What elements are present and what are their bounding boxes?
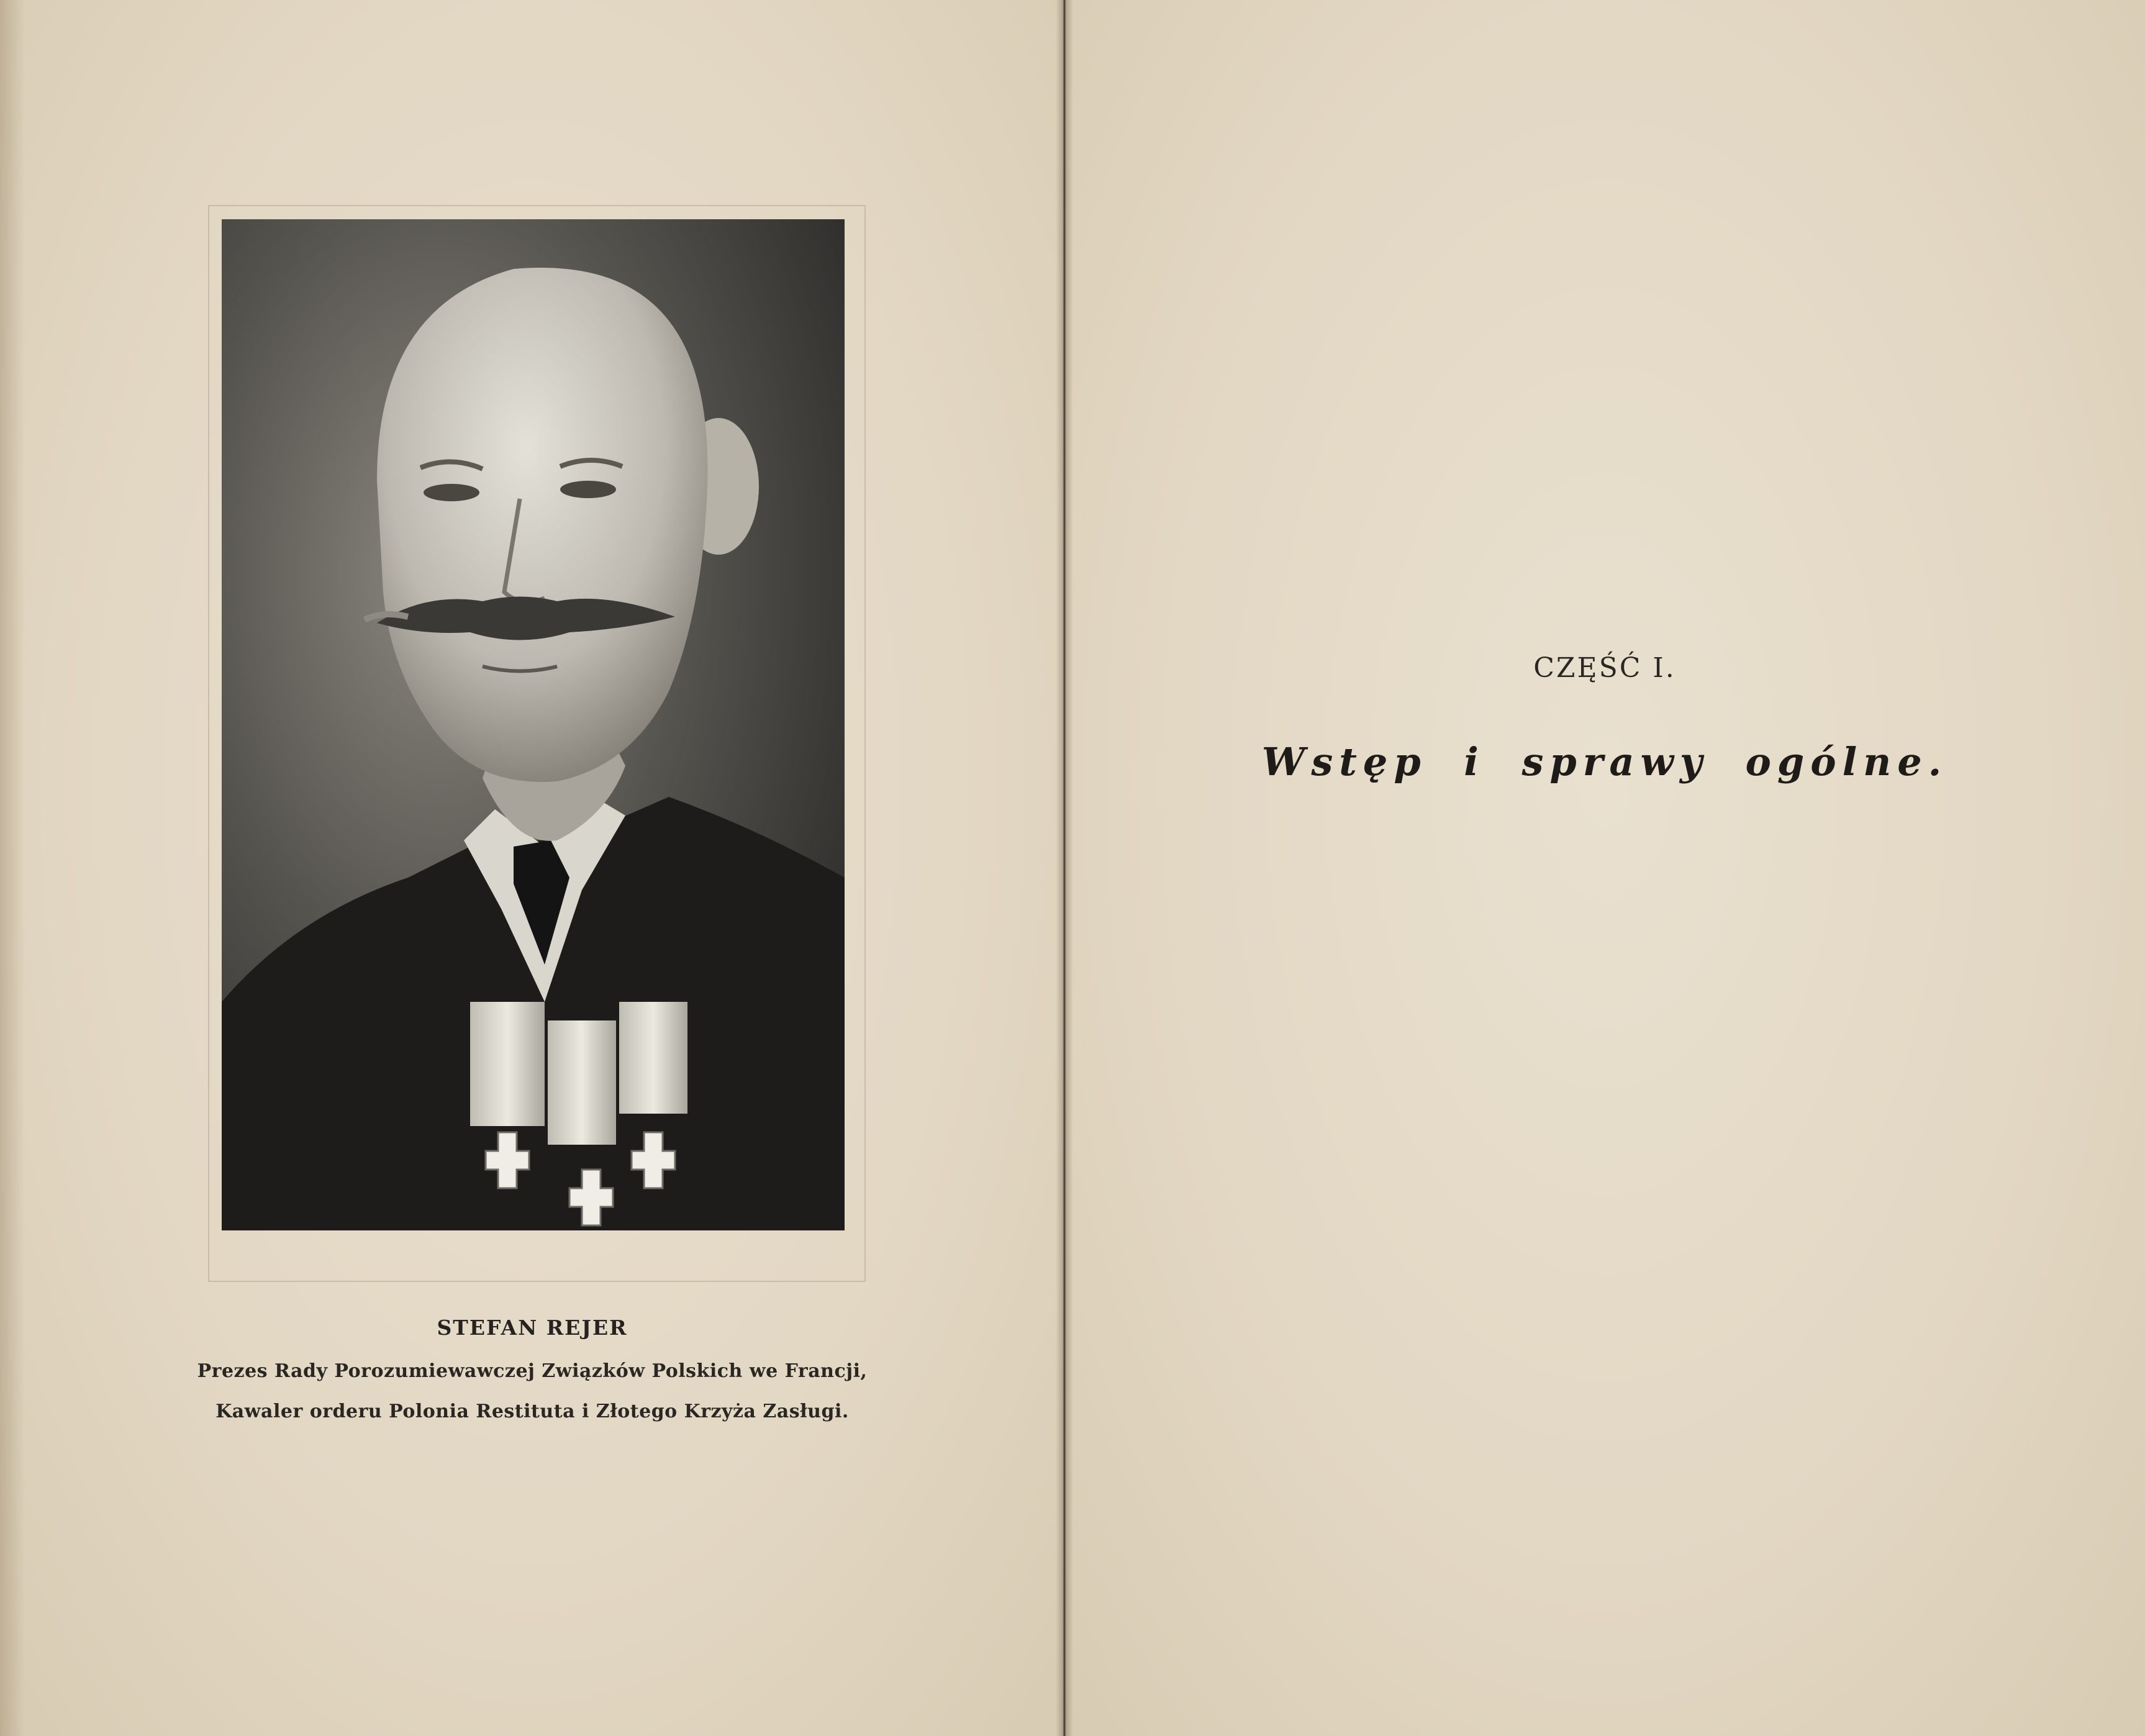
book-gutter	[1056, 0, 1073, 1736]
part-title: Wstęp i sprawy ogólne.	[1261, 739, 1948, 784]
caption-line-1: Prezes Rady Porozumiewawczej Związków Polskich we Francji,	[197, 1360, 868, 1382]
portrait-illustration	[222, 219, 845, 1230]
left-page	[0, 0, 1064, 1736]
page-edge-shadow	[0, 0, 25, 1736]
right-page	[1064, 0, 2145, 1736]
part-label: CZĘŚĆ I.	[1533, 652, 1676, 684]
caption-name: STEFAN REJER	[437, 1316, 628, 1340]
caption-line-2: Kawaler orderu Polonia Restituta i Złotego Krzyża Zasługi.	[215, 1401, 849, 1422]
portrait-photo	[222, 219, 845, 1230]
